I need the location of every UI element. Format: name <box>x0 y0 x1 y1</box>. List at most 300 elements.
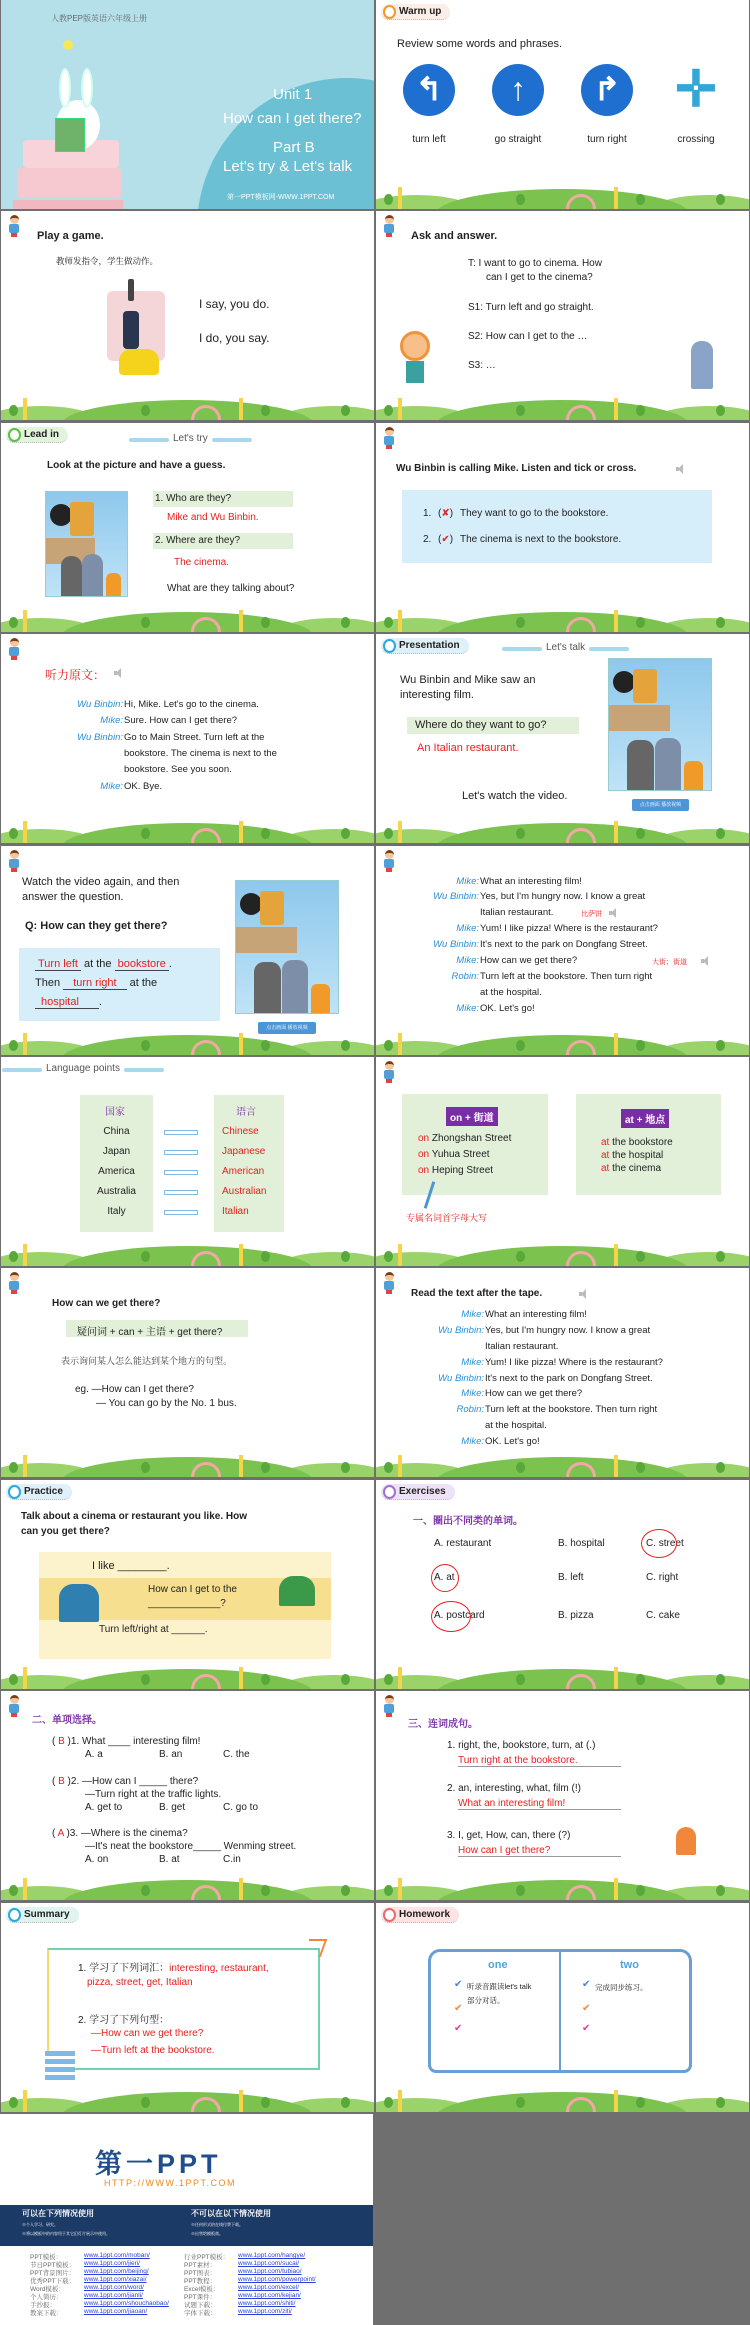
word-option[interactable]: B. left <box>558 1571 584 1583</box>
pencil-icon <box>398 610 402 632</box>
turn-right-sign-label: turn right <box>587 134 627 145</box>
capitalization-note: 专属名词首字母大写 <box>406 1214 488 1224</box>
tree-icon <box>341 1674 350 1685</box>
pencil-icon <box>23 1455 27 1477</box>
badge-icon <box>383 639 396 653</box>
resource-link[interactable]: www.1ppt.com/powerpoint/ <box>238 2276 316 2283</box>
answer-option[interactable]: B. get <box>159 1802 186 1814</box>
link-label: PPT图表： <box>184 2270 217 2277</box>
link-item <box>238 2260 299 2267</box>
summary-line <box>78 1959 269 1974</box>
preposition: at <box>601 1137 610 1148</box>
answer-sentence: How can I get there? <box>458 1845 621 1857</box>
instruction: Wu Binbin is calling Mike. Listen and tick or cross. <box>396 462 637 474</box>
dialog-text: bookstore. The cinema is next to the <box>124 748 277 760</box>
scenery-decoration <box>1 809 374 843</box>
section-header: Language points <box>46 1063 120 1074</box>
resource-link[interactable]: www.1ppt.com/jiaoan/ <box>84 2308 148 2315</box>
hill <box>436 2092 689 2112</box>
check-icon: ✔ <box>441 533 450 545</box>
answer-circle <box>431 1564 459 1592</box>
question-3: What are they talking about? <box>167 582 295 594</box>
language-name: Italian <box>222 1206 249 1217</box>
slide-homework[interactable] <box>376 1903 749 2112</box>
word-option[interactable]: B. pizza <box>558 1609 594 1621</box>
hill <box>61 1669 314 1689</box>
preposition-example <box>418 1149 490 1160</box>
check-icon: ✔ <box>582 1978 591 1990</box>
place-name: Zhongshan Street <box>429 1133 512 1144</box>
unit-title: Unit 1 <box>273 86 313 103</box>
pencil-icon <box>398 1667 402 1689</box>
hill <box>436 1880 689 1900</box>
answer-option[interactable]: A. on <box>85 1854 109 1866</box>
badge-label: Lead in <box>24 428 60 440</box>
slide-watch-again[interactable] <box>1 846 374 1055</box>
badge-icon <box>383 1485 396 1499</box>
tree-icon <box>636 2097 645 2108</box>
link-label: 节日PPT模板： <box>30 2262 76 2269</box>
link-label: 行业PPT模板： <box>184 2254 230 2261</box>
place-name: the cinema <box>609 1163 662 1174</box>
tree-icon <box>384 2097 393 2108</box>
question-stem: ( B )1. What ____ interesting film! <box>52 1736 201 1748</box>
scenery-decoration <box>376 1655 749 1689</box>
scenery-decoration <box>376 1232 749 1266</box>
arrow-right-icon <box>164 1190 198 1195</box>
scenery-decoration <box>376 175 749 209</box>
question-text-cont: —Turn right at the traffic lights. <box>85 1789 222 1801</box>
pencil-icon <box>614 610 618 632</box>
turn-right-sign-icon: ↱ <box>581 64 633 116</box>
tree-icon <box>261 1040 270 1051</box>
badge-icon <box>8 428 21 442</box>
speaker-name: Robin: <box>456 1404 484 1416</box>
badge-label: Summary <box>24 1908 70 1920</box>
place-name: the hospital <box>609 1150 664 1161</box>
place-name: the bookstore <box>609 1137 673 1148</box>
pencil-icon <box>398 1244 402 1266</box>
speaker-icon[interactable] <box>579 1289 587 1299</box>
cinema-picture <box>235 880 339 1014</box>
can-use-item: ※将以模板中的内容用于其它幻灯片展示中使用。 <box>22 2231 110 2236</box>
scenery-decoration <box>376 1443 749 1477</box>
speaker-name: Mike: <box>456 875 479 887</box>
instruction: Review some words and phrases. <box>397 38 563 50</box>
question-text-cont: —It's neat the bookstore_____ Wenming street. <box>85 1841 297 1853</box>
hill <box>61 1246 314 1266</box>
student3-line: S3: … <box>468 360 496 372</box>
pencil-icon <box>398 821 402 843</box>
pencil-icon <box>23 398 27 420</box>
dialog-text: Hi, Mike. Let's go to the cinema. <box>124 699 259 711</box>
turn-left-sign-label: turn left <box>412 134 446 145</box>
pencil-icon <box>239 610 243 632</box>
link-item <box>238 2252 305 2259</box>
play-video-button[interactable]: 点击画面 播放视频 <box>258 1022 316 1034</box>
speaker-name: Wu Binbin: <box>433 891 479 903</box>
slide-heading: Play a game. <box>37 230 104 243</box>
question-text: 2. —How can I _____ there? <box>70 1776 199 1788</box>
books-illustration <box>13 200 123 209</box>
crossing-icon: ✛ <box>675 61 717 117</box>
pencil-icon <box>239 1667 243 1689</box>
question-1: 1. Who are they? <box>155 492 232 504</box>
section-badge <box>6 427 68 443</box>
question: Q: How can they get there? <box>25 919 168 932</box>
link-item <box>84 2308 147 2315</box>
resource-link[interactable]: www.1ppt.com/shiti/ <box>238 2300 296 2307</box>
section-header: Let's talk <box>546 642 586 654</box>
tree-icon <box>384 1040 393 1051</box>
dialog-text: OK. Bye. <box>124 780 163 792</box>
can-use-title: 可以在下列情况使用 <box>22 2209 94 2218</box>
preposition-example <box>418 1165 493 1176</box>
dialog-text: at the hospital. <box>480 986 542 998</box>
prompt-line: can you get there? <box>21 1525 110 1537</box>
resource-link[interactable]: www.1ppt.com/kejian/ <box>238 2292 301 2299</box>
language-name: Chinese <box>222 1126 259 1137</box>
teacher-illustration <box>691 341 713 389</box>
preposition: at <box>601 1163 610 1174</box>
pencil-icon <box>23 821 27 843</box>
books-icon <box>45 2051 75 2081</box>
tree-icon <box>636 1251 645 1262</box>
tree-icon <box>716 617 725 628</box>
pencil-icon <box>614 821 618 843</box>
resource-link[interactable]: www.1ppt.com/tubiao/ <box>238 2268 302 2275</box>
chosen-answer: A <box>57 1828 64 1840</box>
resource-link[interactable]: www.1ppt.com/shouchaobao/ <box>84 2300 169 2307</box>
tree-icon <box>341 1251 350 1262</box>
on-rule: on + 街道 <box>446 1107 498 1126</box>
link-item <box>84 2292 143 2299</box>
can-use-item: ※个人学习、研究。 <box>22 2222 58 2227</box>
answer-option[interactable]: B. an <box>159 1749 183 1761</box>
speaker-icon[interactable] <box>609 908 617 918</box>
country-name: Italy <box>107 1206 126 1217</box>
language-name: American <box>222 1166 265 1177</box>
page-label-one: one <box>488 1958 508 1971</box>
badge-icon <box>383 1908 396 1922</box>
dialog-text: How can we get there? <box>485 1388 583 1400</box>
answer-option[interactable]: C. the <box>223 1749 250 1761</box>
answer-option[interactable]: A. get to <box>85 1802 123 1814</box>
hill <box>436 1669 689 1689</box>
word-option[interactable]: C. right <box>646 1571 679 1583</box>
link-item <box>84 2268 149 2275</box>
blank-answer: turn right <box>63 977 126 990</box>
slide-read-text[interactable] <box>376 1268 749 1477</box>
slide-summary[interactable] <box>1 1903 374 2112</box>
question: Where do they want to go? <box>415 719 547 732</box>
tree-icon <box>516 2097 525 2108</box>
answer-circle <box>431 1601 471 1632</box>
slide-play-game[interactable] <box>1 211 374 420</box>
scenery-decoration <box>1 598 374 632</box>
preposition-example <box>418 1133 511 1144</box>
tree-icon <box>384 1251 393 1262</box>
item-number: 2. <box>423 533 432 545</box>
boy-icon <box>383 215 395 237</box>
speaker-icon[interactable] <box>676 464 684 474</box>
link-label: 字体下载： <box>184 2310 217 2317</box>
chosen-answer: B <box>58 1776 65 1788</box>
police-figure <box>123 311 139 349</box>
badge-label: Practice <box>24 1485 63 1497</box>
tree-icon <box>716 2097 725 2108</box>
slide-grammar[interactable] <box>1 1268 374 1477</box>
word-option[interactable]: B. hospital <box>558 1537 605 1549</box>
word-option[interactable]: A. postcard <box>434 1609 485 1621</box>
intro-line: interesting film. <box>400 689 474 702</box>
dialog-text: What an interesting film! <box>480 875 582 887</box>
slide-sentence-building[interactable] <box>376 1691 749 1900</box>
sun-icon <box>63 40 73 50</box>
pencil-icon <box>614 1667 618 1689</box>
intro-line: answer the question. <box>22 890 124 903</box>
answer-option[interactable]: C.in <box>223 1854 241 1866</box>
resource-link[interactable]: www.1ppt.com/word/ <box>84 2284 144 2291</box>
example-2: — You can go by the No. 1 bus. <box>96 1398 237 1410</box>
resource-link[interactable]: www.1ppt.com/xiazai/ <box>84 2276 147 2283</box>
scenery-decoration <box>1 1443 374 1477</box>
slide-warm-up[interactable] <box>376 0 749 209</box>
word-option[interactable]: C. street <box>646 1537 684 1549</box>
link-label: PPT模板： <box>30 2254 63 2261</box>
scenery-decoration <box>376 1021 749 1055</box>
speaker-name: Mike: <box>461 1388 484 1400</box>
answer-sentence: What an interesting film! <box>458 1798 621 1810</box>
resource-link[interactable]: www.1ppt.com/beijing/ <box>84 2268 149 2275</box>
pencil-icon <box>23 1667 27 1689</box>
pencil-icon <box>398 187 402 209</box>
dialog-line: I like ________. <box>92 1559 170 1572</box>
tree-icon <box>516 617 525 628</box>
instruction: Look at the picture and have a guess. <box>47 459 226 471</box>
word-option[interactable]: C. cake <box>646 1609 680 1621</box>
tree-icon <box>384 194 393 205</box>
speaker-icon[interactable] <box>114 668 122 678</box>
slide-dialog[interactable] <box>376 846 749 1055</box>
slide-practice[interactable] <box>1 1480 374 1689</box>
tree-icon <box>9 1251 18 1262</box>
slide-heading: Ask and answer. <box>411 230 498 243</box>
tree-icon <box>716 1040 725 1051</box>
speaker-name: Wu Binbin: <box>433 939 479 951</box>
item-text: The cinema is next to the bookstore. <box>460 533 622 545</box>
pencil-icon <box>239 1244 243 1266</box>
link-label: PPT素材： <box>184 2262 217 2269</box>
answer-option[interactable]: A. a <box>85 1749 103 1761</box>
preposition-example <box>601 1150 663 1161</box>
tree-icon <box>716 1674 725 1685</box>
resource-link[interactable]: www.1ppt.com/jieri/ <box>84 2260 140 2267</box>
country-header: 国家 <box>105 1107 125 1118</box>
dialog-text: Go to Main Street. Turn left at the <box>124 731 265 743</box>
boy-illustration <box>59 1584 99 1622</box>
speaker-name: Wu Binbin: <box>438 1372 484 1384</box>
dialog-text: Italian restaurant. <box>480 907 554 919</box>
badge-label: Presentation <box>399 640 460 652</box>
slide-presentation[interactable] <box>376 634 749 843</box>
resource-link[interactable]: www.1ppt.com/moban/ <box>84 2252 150 2259</box>
rabbit-ear <box>81 68 93 108</box>
badge-icon <box>8 1908 21 1922</box>
boy-icon <box>383 850 395 872</box>
scenery-decoration <box>376 386 749 420</box>
hill <box>436 1246 689 1266</box>
speaker-name: Robin: <box>451 970 479 982</box>
word-option[interactable]: A. at <box>434 1571 455 1583</box>
pencil-icon <box>614 2090 618 2112</box>
tree-icon <box>384 1674 393 1685</box>
hill <box>436 1457 689 1477</box>
tree-icon <box>141 617 150 628</box>
slide-lead-in[interactable] <box>1 423 374 632</box>
answer-option[interactable]: C. go to <box>223 1802 259 1814</box>
link-item <box>84 2284 144 2291</box>
blank-answer: Turn left <box>35 958 81 971</box>
hill <box>61 1035 314 1055</box>
boy-illustration <box>279 1576 315 1606</box>
books-illustration <box>17 168 121 198</box>
hill <box>61 612 314 632</box>
cannot-use-item: ※出售给模板商。 <box>191 2231 223 2236</box>
blank-answer: hospital <box>35 996 99 1009</box>
check-icon: ✔ <box>454 2022 463 2034</box>
pattern-explanation: 表示询问某人怎么能达到某个地方的句型。 <box>61 1356 233 1367</box>
resource-link[interactable]: www.1ppt.com/hangye/ <box>238 2252 306 2259</box>
note-street: 大街；街道 <box>652 958 687 966</box>
thinking-kid-illustration <box>676 1827 696 1855</box>
tree-icon <box>261 1251 270 1262</box>
badge-label: Homework <box>399 1908 451 1920</box>
question-text: 3. —Where is the cinema? <box>69 1828 188 1840</box>
resource-link[interactable]: www.1ppt.com/jianli/ <box>84 2292 143 2299</box>
check-icon: ✔ <box>582 2022 591 2034</box>
slide-ask-answer[interactable] <box>376 211 749 420</box>
tree-icon <box>636 617 645 628</box>
turn-left-sign-icon: ↰ <box>403 64 455 116</box>
section-badge <box>381 1907 459 1923</box>
resource-link[interactable]: www.1ppt.com/ziti/ <box>238 2308 292 2315</box>
country-name: Australia <box>97 1186 136 1197</box>
question-2: 2. Where are they? <box>155 534 241 546</box>
tree-icon <box>9 617 18 628</box>
dialog-text: Italian restaurant. <box>485 1340 559 1352</box>
speaker-name: Mike: <box>100 715 123 727</box>
summary-label: 2. 学习了下列句型： <box>78 2014 170 2026</box>
link-item <box>238 2308 292 2315</box>
tree-icon <box>636 194 645 205</box>
dialog-text: OK. Let's go! <box>485 1435 540 1447</box>
badge-label: Exercises <box>399 1485 446 1497</box>
play-video-button[interactable]: 点击画面 播放视频 <box>632 799 689 811</box>
scenery-decoration <box>376 809 749 843</box>
book-held <box>55 118 85 152</box>
pencil-icon <box>614 1878 618 1900</box>
boy-icon <box>8 850 20 872</box>
resource-link[interactable]: www.1ppt.com/excel/ <box>238 2284 300 2291</box>
cross-icon: ✘ <box>441 507 450 519</box>
site-logo: 第一PPT <box>95 2149 222 2179</box>
pencil-icon <box>614 1244 618 1266</box>
tree-icon <box>261 2097 270 2108</box>
preposition: at <box>601 1150 610 1161</box>
watch-prompt: Let's watch the video. <box>462 790 568 803</box>
link-label: Word模板： <box>30 2286 65 2293</box>
answer-option[interactable]: B. at <box>159 1854 180 1866</box>
site-url[interactable]: HTTP://WWW.1PPT.COM <box>104 2178 236 2188</box>
country-name: America <box>98 1166 135 1177</box>
slide-language-points[interactable] <box>1 1057 374 1266</box>
slide-prepositions[interactable] <box>376 1057 749 1266</box>
preposition: on <box>418 1133 430 1144</box>
cinema-picture <box>608 658 712 791</box>
slide-listen-tick-cross[interactable] <box>376 423 749 632</box>
tree-icon <box>9 1674 18 1685</box>
word-option[interactable]: A. restaurant <box>434 1537 492 1549</box>
section-badge <box>381 1484 455 1500</box>
intro-line: Wu Binbin and Mike saw an <box>400 674 536 687</box>
scenery-decoration <box>1 1655 374 1689</box>
fill-line-2 <box>35 977 157 989</box>
tree-icon <box>141 1674 150 1685</box>
pencil-icon <box>23 1878 27 1900</box>
chosen-answer: B <box>58 1736 65 1748</box>
answer-2: The cinema. <box>174 556 230 568</box>
link-label: 个人简历： <box>30 2294 63 2301</box>
scenery-decoration <box>376 1866 749 1900</box>
speaker-icon[interactable] <box>701 956 709 966</box>
link-label: 手抄报： <box>30 2302 56 2309</box>
resource-link[interactable]: www.1ppt.com/sucai/ <box>238 2260 300 2267</box>
link-item <box>238 2300 295 2307</box>
slide-multiple-choice[interactable] <box>1 1691 374 1900</box>
dialog-text: It's next to the park on Dongfang Street. <box>480 939 648 951</box>
fill-line-1: Turn left at the bookstore . <box>35 958 172 970</box>
boy-icon <box>8 638 20 660</box>
link-item <box>84 2252 150 2259</box>
blank-answer: bookstore <box>115 958 169 971</box>
slide-title[interactable] <box>1 0 374 209</box>
traffic-light-icon <box>128 279 134 301</box>
dialog-text: How can we get there? <box>480 955 578 967</box>
badge-label: Warm up <box>399 6 442 17</box>
text: at the <box>84 957 112 970</box>
slide-exercises[interactable] <box>376 1480 749 1689</box>
slide-listening-script[interactable] <box>1 634 374 843</box>
language-name: Japanese <box>222 1146 266 1157</box>
hill <box>436 400 689 420</box>
exercise-title: 二、单项选择。 <box>32 1715 102 1727</box>
intro-line: Watch the video again, and then <box>22 875 180 888</box>
boy-icon <box>383 1695 395 1717</box>
link-item <box>84 2260 140 2267</box>
scenery-decoration <box>1 1021 374 1055</box>
scrambled-words: 3. I, get, How, can, there (?) <box>447 1830 571 1842</box>
hill <box>436 612 689 632</box>
part-label: Part B <box>273 139 315 156</box>
link-item <box>84 2276 147 2283</box>
dialog-text: Yum! I like pizza! Where is the restaurant? <box>485 1356 663 1368</box>
dialog-text: OK. Let's go! <box>480 1002 535 1014</box>
tree-icon <box>716 1251 725 1262</box>
sentence-pattern: —How can we get there? <box>91 2027 204 2039</box>
tree-icon <box>341 2097 350 2108</box>
chant-line-2: I do, you say. <box>199 331 270 346</box>
